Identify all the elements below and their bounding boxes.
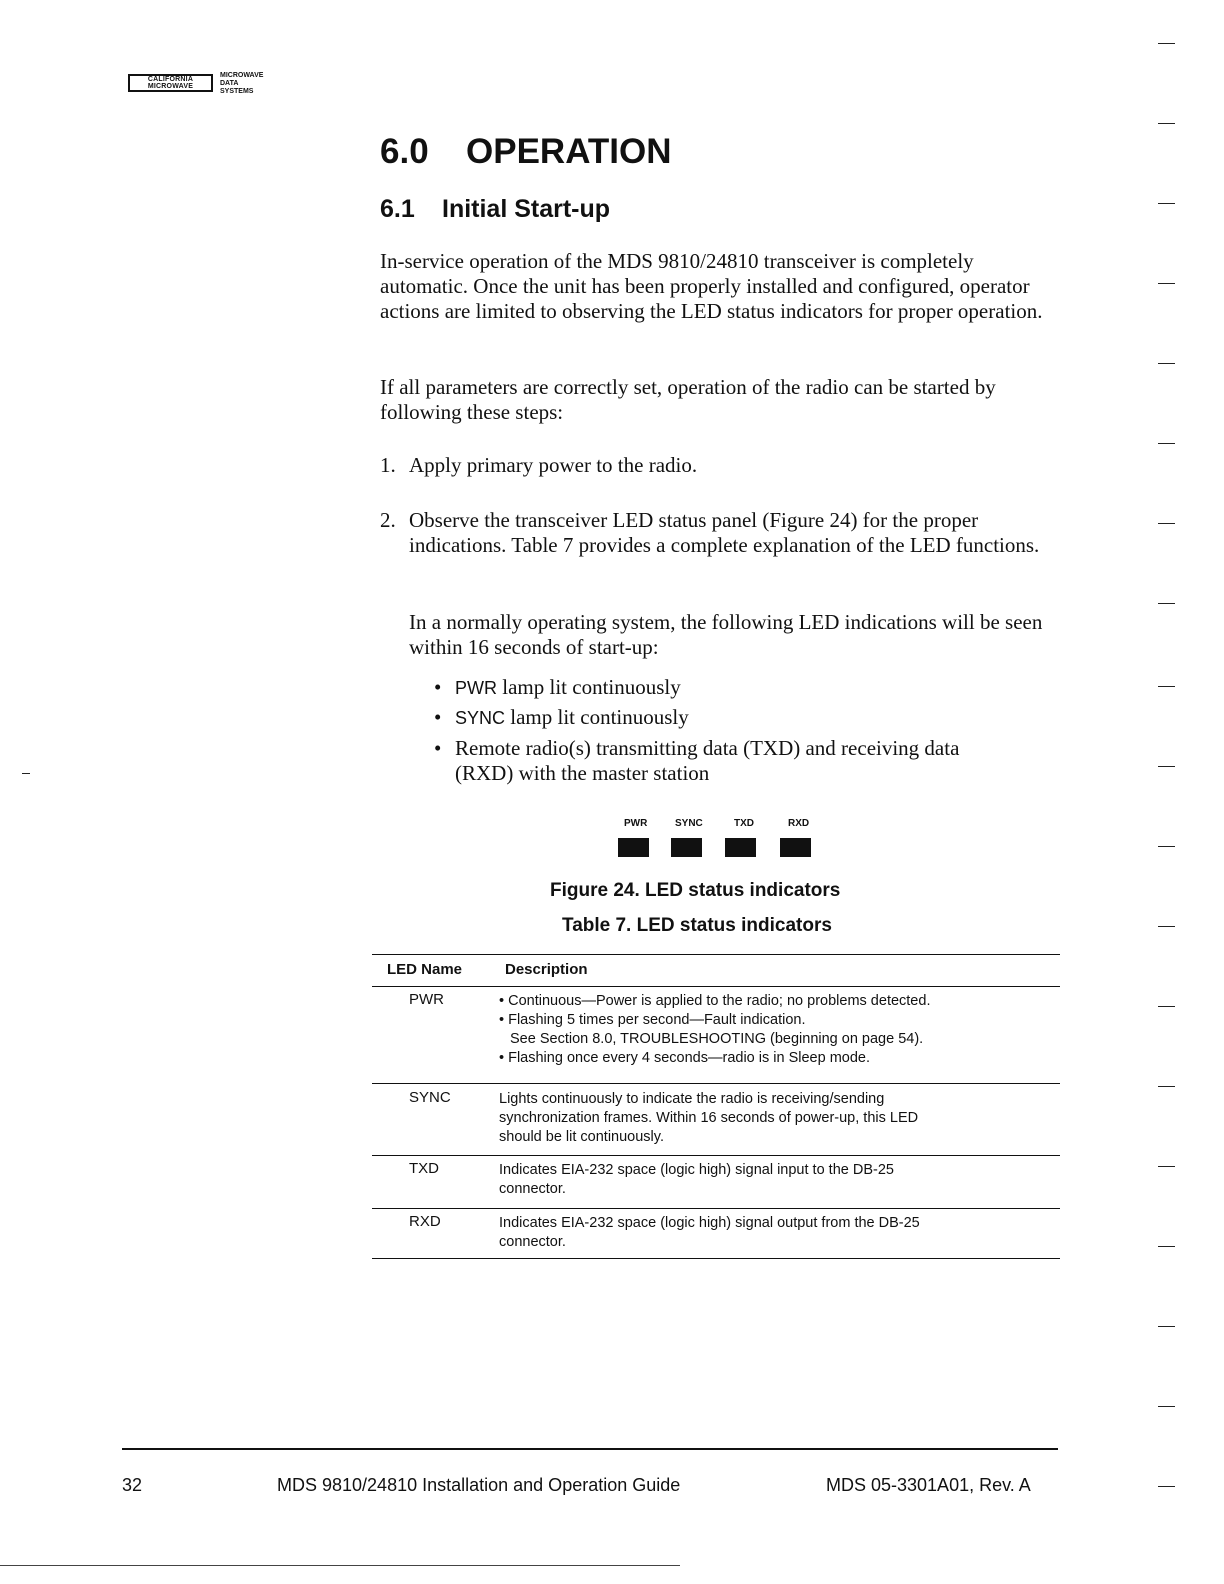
bullet-dot: • xyxy=(434,705,442,729)
table-bottom-rule xyxy=(372,1258,1060,1259)
description-line: Lights continuously to indicate the radio is receiving/sending xyxy=(499,1091,885,1107)
company-logo xyxy=(128,70,298,104)
description-line: • Flashing once every 4 seconds—radio is in Sleep mode. xyxy=(499,1050,870,1066)
bullet-led-label: PWR xyxy=(455,678,497,698)
description-line: connector. xyxy=(499,1181,566,1197)
led-label-txd: TXD xyxy=(734,818,754,829)
description-line: synchronization frames. Within 16 seconds of power-up, this LED xyxy=(499,1110,919,1126)
led-indicator-sync xyxy=(671,838,702,857)
margin-tick xyxy=(22,773,30,774)
logo-box xyxy=(128,74,213,92)
margin-tick xyxy=(1158,43,1175,44)
margin-tick xyxy=(1158,846,1175,847)
led-indicator-pwr xyxy=(618,838,649,857)
subsection-number: 6.1 xyxy=(380,195,415,223)
step-number: 1. xyxy=(380,453,396,477)
table-header-led-name: LED Name xyxy=(387,961,463,978)
led-indicator-txd xyxy=(725,838,756,857)
description-line: • Continuous—Power is applied to the radio; no problems detected. xyxy=(499,993,931,1009)
bullet-dot: • xyxy=(434,736,442,760)
bullet-text-line1: Remote radio(s) transmitting data (TXD) and receiving data xyxy=(455,736,960,760)
step-item xyxy=(380,508,1060,558)
margin-tick xyxy=(1158,1166,1175,1167)
logo-box-line2: MICROWAVE xyxy=(147,83,194,90)
row-description xyxy=(499,1161,1059,1199)
step-text: Apply primary power to the radio. xyxy=(409,453,698,477)
subsection-heading xyxy=(380,192,610,226)
description-line: connector. xyxy=(499,1234,566,1250)
margin-tick xyxy=(1158,1006,1175,1007)
logo-wordmark xyxy=(220,72,263,96)
led-label-pwr: PWR xyxy=(624,818,648,829)
margin-tick xyxy=(1158,766,1175,767)
led-label-rxd: RXD xyxy=(788,818,810,829)
bullet-dot: • xyxy=(434,675,442,699)
margin-tick xyxy=(1158,1486,1175,1487)
margin-tick xyxy=(1158,1086,1175,1087)
description-line: Indicates EIA-232 space (logic high) signal output from the DB-25 xyxy=(499,1215,920,1231)
led-label-sync: SYNC xyxy=(675,818,703,829)
page-number: 32 xyxy=(122,1475,143,1495)
row-description xyxy=(499,1090,1059,1147)
table-top-rule xyxy=(372,954,1060,955)
led-indicator-rxd xyxy=(780,838,811,857)
guide-title: MDS 9810/24810 Installation and Operation Guide xyxy=(277,1475,681,1495)
margin-tick xyxy=(1158,603,1175,604)
margin-tick xyxy=(1158,363,1175,364)
logo-right-line3: SYSTEMS xyxy=(220,88,254,95)
description-line: See Section 8.0, TROUBLESHOOTING (beginning on page 54). xyxy=(510,1031,924,1047)
table-row-rule xyxy=(372,1208,1060,1209)
step-item xyxy=(380,453,1060,478)
row-led-name: SYNC xyxy=(409,1089,451,1106)
table-row-rule xyxy=(372,1083,1060,1084)
margin-tick xyxy=(1158,1246,1175,1247)
margin-tick xyxy=(1158,926,1175,927)
margin-tick xyxy=(1158,123,1175,124)
bullet-text: lamp lit continuously xyxy=(505,705,689,729)
document-id: MDS 05-3301A01, Rev. A xyxy=(826,1475,1031,1495)
section-number: 6.0 xyxy=(380,132,429,171)
section-title: OPERATION xyxy=(466,132,672,171)
bullet-item xyxy=(434,675,1054,701)
bullet-led-label: SYNC xyxy=(455,708,506,728)
bullet-text-line2: (RXD) with the master station xyxy=(455,761,710,785)
description-line: Indicates EIA-232 space (logic high) signal input to the DB-25 xyxy=(499,1162,894,1178)
step-text: Observe the transceiver LED status panel (Figure 24) for the proper indications. Table 7 provides a complete explanation of the LED functions. xyxy=(409,508,1040,557)
steps-intro-paragraph: If all parameters are correctly set, operation of the radio can be started by following these steps: xyxy=(380,375,996,424)
logo-right-line1: MICROWAVE xyxy=(220,72,264,79)
table-caption: Table 7. LED status indicators xyxy=(562,915,832,936)
logo-right-line2: DATA xyxy=(220,80,239,87)
margin-tick xyxy=(1158,283,1175,284)
row-led-name: RXD xyxy=(409,1213,441,1230)
step-number: 2. xyxy=(380,508,396,532)
margin-tick xyxy=(1158,443,1175,444)
row-led-name: PWR xyxy=(409,991,444,1008)
description-line: should be lit continuously. xyxy=(499,1129,664,1145)
bullet-text: lamp lit continuously xyxy=(497,675,681,699)
bullet-item xyxy=(434,736,1054,786)
bullet-item xyxy=(434,705,1054,731)
scan-edge-rule xyxy=(0,1565,680,1566)
margin-tick xyxy=(1158,1406,1175,1407)
margin-tick xyxy=(1158,203,1175,204)
description-line: • Flashing 5 times per second—Fault indication. xyxy=(499,1012,806,1028)
intro-paragraph: In-service operation of the MDS 9810/24810 transceiver is completely automatic. Once the unit has been properly installed and configured, operator actions are limited to observing the LED status indicators for proper operation. xyxy=(380,249,1043,323)
footer-rule xyxy=(122,1448,1058,1450)
row-led-name: TXD xyxy=(409,1160,439,1177)
table-row-rule xyxy=(372,1155,1060,1156)
section-heading xyxy=(380,130,671,174)
row-description xyxy=(499,992,1059,1068)
logo-box-line1: CALIFORNIA xyxy=(147,76,194,83)
table-header-rule xyxy=(372,986,1060,987)
figure-caption: Figure 24. LED status indicators xyxy=(550,880,841,901)
margin-tick xyxy=(1158,1326,1175,1327)
table-header-description: Description xyxy=(505,961,588,978)
margin-tick xyxy=(1158,523,1175,524)
row-description xyxy=(499,1214,1059,1252)
subsection-title: Initial Start-up xyxy=(442,195,611,223)
margin-tick xyxy=(1158,686,1175,687)
step2-paragraph: In a normally operating system, the following LED indications will be seen within 16 seconds of start-up: xyxy=(409,610,1043,659)
